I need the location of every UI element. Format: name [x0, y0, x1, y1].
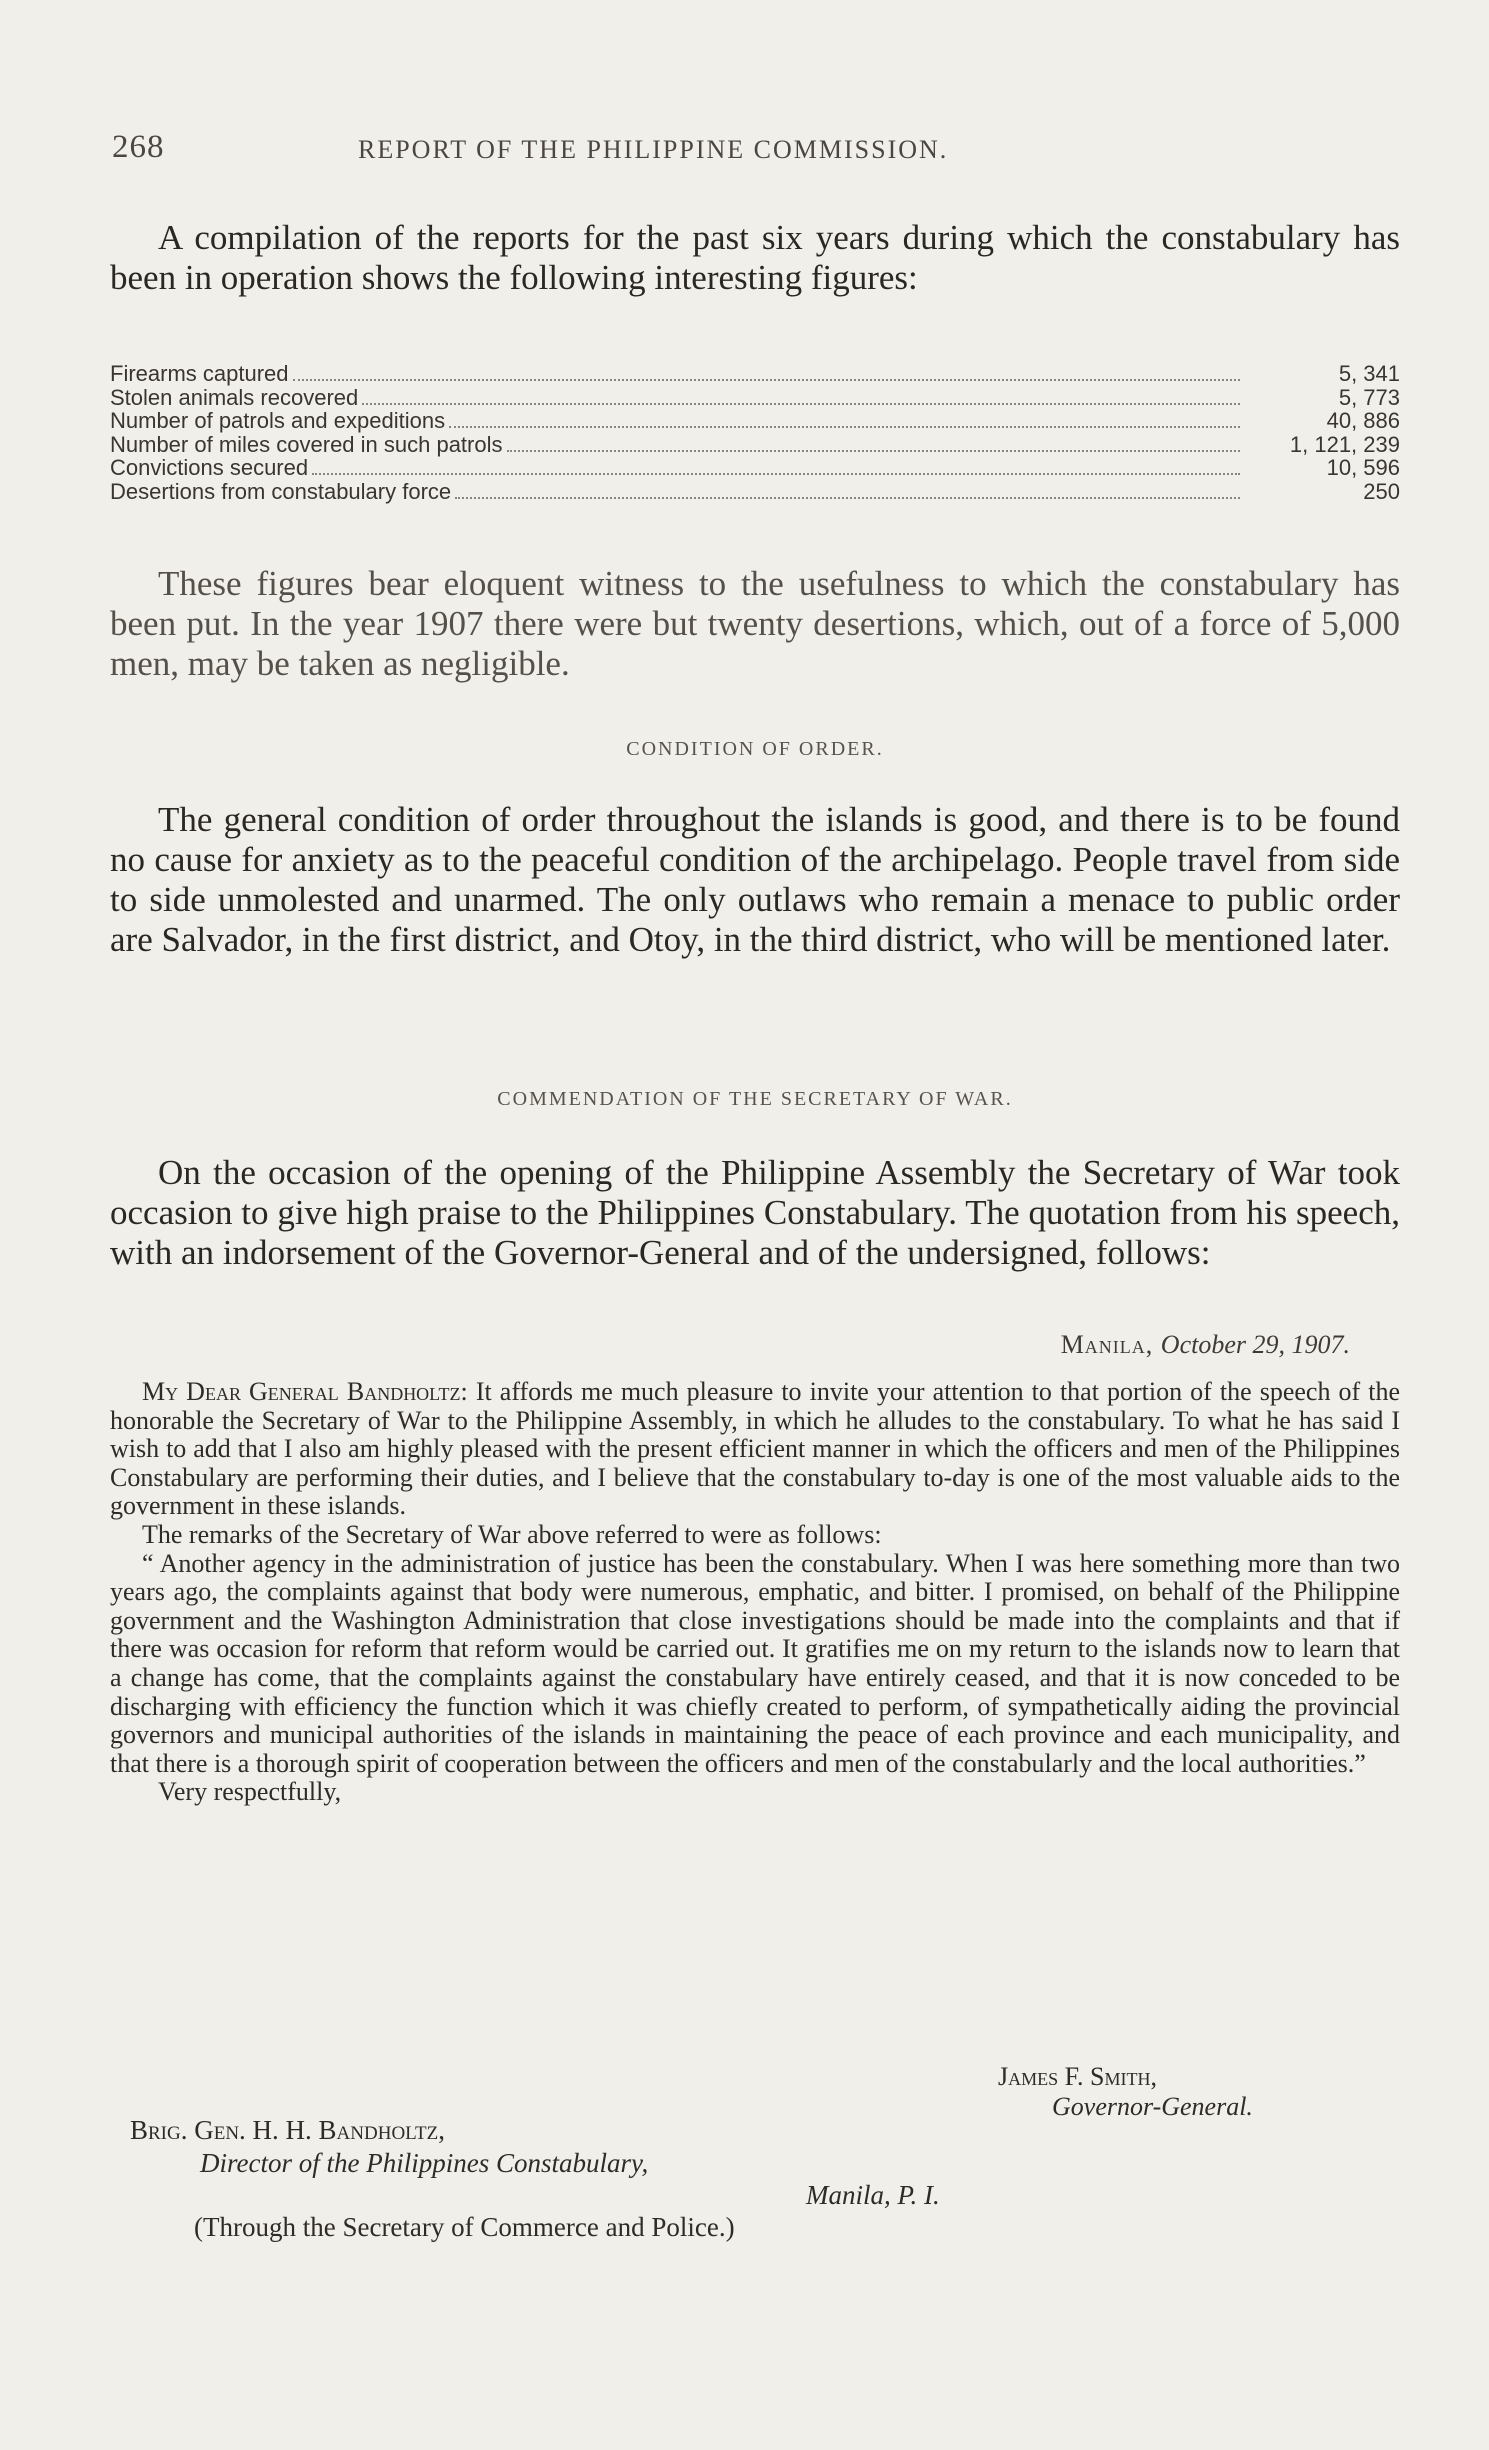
letter-body [110, 1378, 1400, 1807]
document-page [110, 0, 1400, 2450]
leader-dots [362, 403, 1240, 405]
letter-closing: Very respectfully, [158, 1777, 342, 1807]
leader-dots [455, 497, 1240, 499]
stat-value: 250 [1363, 478, 1400, 504]
intro-paragraph: A compilation of the reports for the past six years during which the constabulary has been in operation shows the following interesting figures: [110, 218, 1400, 297]
stat-label: Number of miles covered in such patrols [110, 431, 503, 457]
stat-row [110, 408, 1400, 432]
signer-title: Governor-General. [1052, 2092, 1253, 2121]
letter-body-text: It affords me much pleasure to invite your attention to that portion of the speech of the honorable the Secretary of War to the Philippine Assembly, in which he alludes to the constabulary. To what he has said I wish to add that I also am highly pleased with the present efficient manner in which the officers and men of the Philippines Constabulary are performing their duties, and I believe that the constabulary to-day is one of the most valuable aids to the government in these islands. [110, 1377, 1400, 1521]
stat-row [110, 385, 1400, 409]
section-heading-commendation: COMMENDATION OF THE SECRETARY OF WAR. [497, 1088, 1013, 1110]
leader-dots [312, 473, 1240, 475]
figures-paragraph: These figures bear eloquent witness to the usefulness to which the constabulary has been put. In the year 1907 there were but twenty desertions, which, out of a force of 5,000 men, may be taken as negligible. [110, 564, 1400, 683]
running-title: REPORT OF THE PHILIPPINE COMMISSION. [358, 135, 949, 164]
letter-salutation: My Dear General Bandholtz: [142, 1377, 468, 1406]
section-heading-condition: CONDITION OF ORDER. [626, 738, 884, 760]
stat-value: 10, 596 [1326, 455, 1400, 480]
stat-row [110, 432, 1400, 456]
stat-row [110, 455, 1400, 479]
stat-value: 5, 773 [1338, 384, 1400, 410]
addressee-name-text: Brig. Gen. H. H. Bandholtz, [130, 2115, 445, 2145]
stat-label: Firearms captured [110, 361, 289, 386]
stat-label: Stolen animals recovered [110, 384, 359, 410]
leader-dots [449, 426, 1240, 428]
letter-place: Manila, [1060, 1330, 1154, 1359]
signer-name: James F. Smith, [998, 2062, 1157, 2091]
stat-label: Number of patrols and expeditions [110, 408, 446, 433]
condition-paragraph: The general condition of order throughout the islands is good, and there is to be found no cause for anxiety as to the peaceful condition of the archipelago. People travel from side to side unmolested and unarmed. The only outlaws who remain a menace to public order are Salvador, in the first district, and Otoy, in the third district, who will be mentioned later. [110, 800, 1400, 959]
commendation-paragraph: On the occasion of the opening of the Philippine Assembly the Secretary of War took occasion to give high praise to the Philippines Constabulary. The quotation from his speech, with an indorsement of the Governor-General and of the undersigned, follows: [110, 1153, 1400, 1272]
addressee-via: (Through the Secretary of Commerce and Police.) [194, 2212, 735, 2242]
stat-value: 1, 121, 239 [1289, 431, 1400, 457]
stat-label: Convictions secured [110, 455, 309, 480]
page-number: 268 [112, 129, 165, 165]
letter-dateline [110, 1330, 1350, 1360]
letter-second-paragraph: The remarks of the Secretary of War above referred to were as follows: [142, 1519, 882, 1549]
stat-row [110, 361, 1400, 385]
quoted-remarks: “ Another agency in the administration of justice has been the constabulary. When I was here something more than two years ago, the complaints against that body were numerous, emphatic, and bitter. I promised, on behalf of the Philippine government and the Washington Administration that close investigations should be made into the complaints and that if there was occasion for reform that reform would be carried out. It gratifies me on my return to the islands now to learn that a change has come, that the complaints against the constabulary have entirely ceased, and that it is now conceded to be discharging with efficiency the function which it was chiefly created to perform, of sympathetically aiding the provincial governors and municipal authorities of the islands in maintaining the peace of each province and each municipality, and that there is a thorough spirit of cooperation between the officers and men of the constabularly and the local authorities.” [110, 1548, 1400, 1778]
statistics-table [110, 361, 1400, 502]
letter-first-paragraph [110, 1378, 1400, 1521]
stat-value: 5, 341 [1338, 361, 1400, 386]
addressee-place: Manila, P. I. [806, 2180, 940, 2210]
leader-dots [293, 379, 1240, 381]
stat-value: 40, 886 [1326, 408, 1400, 433]
letter-date: October 29, 1907. [1160, 1330, 1350, 1359]
addressee-name [130, 2116, 445, 2145]
stat-row [110, 479, 1400, 503]
stat-label: Desertions from constabulary force [110, 478, 452, 504]
leader-dots [507, 450, 1241, 452]
addressee-title: Director of the Philippines Constabulary, [200, 2148, 649, 2178]
